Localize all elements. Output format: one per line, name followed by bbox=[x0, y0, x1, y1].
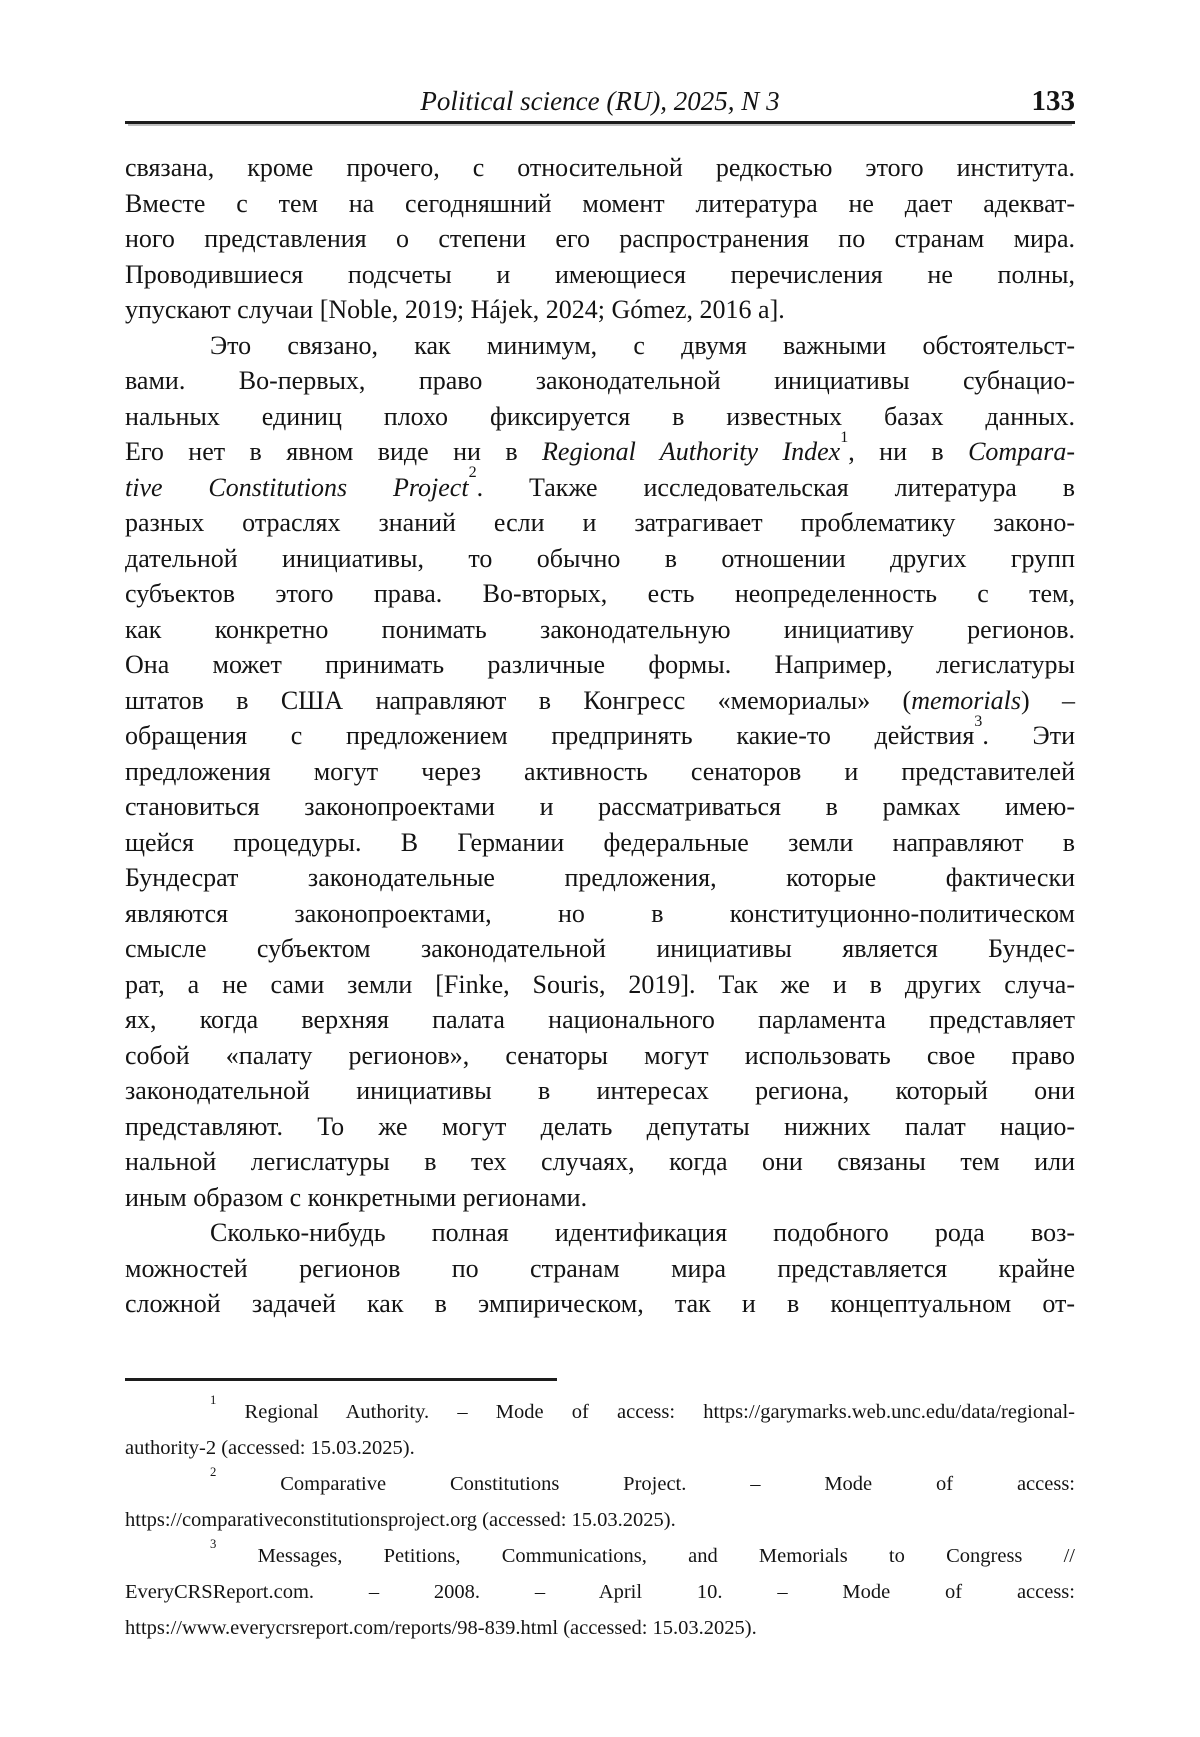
text-segment: сложной задачей как в эмпирическом, так и в концептуальном от- bbox=[125, 1289, 1075, 1318]
text-line bbox=[125, 860, 1075, 896]
text-segment: ного представления о степени его распространения по странам мира. bbox=[125, 224, 1075, 253]
text-line bbox=[125, 647, 1075, 683]
body-paragraph bbox=[125, 150, 1075, 328]
text-line bbox=[125, 428, 1075, 470]
page-number: 133 bbox=[1031, 85, 1075, 117]
footnotes bbox=[125, 1394, 1075, 1646]
footnote-item bbox=[125, 1394, 1075, 1466]
text-line bbox=[125, 1394, 1075, 1430]
text-segment: Бундесрат законодательные предложения, которые фактически bbox=[125, 863, 1075, 892]
page-header bbox=[125, 84, 1075, 124]
text-segment: Его нет в явном виде ни в bbox=[125, 437, 543, 466]
text-segment: Regional Authority. – Mode of access: https://garymarks.web.unc.edu/data/regional- bbox=[216, 1401, 1075, 1423]
text-segment: становиться законопроектами и рассматриваться в рамках имею- bbox=[125, 792, 1075, 821]
text-line bbox=[125, 150, 1075, 186]
journal-title: Political science (RU), 2025, N 3 bbox=[420, 86, 780, 116]
text-line bbox=[125, 896, 1075, 932]
text-line bbox=[125, 505, 1075, 541]
text-segment: обращения с предложением предпринять какие-то действия bbox=[125, 721, 975, 750]
text-line bbox=[125, 1286, 1075, 1322]
text-line bbox=[125, 1073, 1075, 1109]
footnote-ref: 1 bbox=[840, 428, 849, 446]
text-segment: вами. Во-первых, право законодательной инициативы субнацио- bbox=[125, 366, 1075, 395]
text-line bbox=[125, 1144, 1075, 1180]
text-line bbox=[125, 1038, 1075, 1074]
text-segment: Это связано, как минимум, с двумя важными обстоятельст- bbox=[210, 330, 1075, 360]
text-segment: ) – bbox=[1020, 685, 1075, 715]
text-segment: упускают случаи [Noble, 2019; Hájek, 2024; Gómez, 2016 a]. bbox=[125, 295, 785, 324]
footnote-ref: 3 bbox=[974, 712, 983, 730]
text-line bbox=[125, 825, 1075, 861]
text-line bbox=[125, 292, 1075, 328]
text-segment: смысле субъектом законодательной инициативы является Бундес- bbox=[125, 934, 1075, 963]
text-segment: . Эти bbox=[982, 721, 1075, 750]
text-line bbox=[125, 1251, 1075, 1287]
text-line bbox=[125, 683, 1075, 719]
text-segment: штатов в США направляют в Конгресс «мемориалы» ( bbox=[125, 685, 912, 715]
text-segment: как конкретно понимать законодательную инициативу регионов. bbox=[125, 614, 1075, 644]
text-line bbox=[125, 1538, 1075, 1574]
text-line bbox=[125, 1215, 1075, 1251]
text-segment: EveryCRSReport.com. – 2008. – April 10. – Mode of access: bbox=[125, 1581, 1075, 1603]
text-segment: ях, когда верхняя палата национального парламента представляет bbox=[125, 1005, 1075, 1034]
footnote-item bbox=[125, 1466, 1075, 1538]
text-line bbox=[125, 257, 1075, 293]
text-segment: иным образом с конкретными регионами. bbox=[125, 1182, 588, 1212]
text-line bbox=[125, 1180, 1075, 1216]
text-segment: можностей регионов по странам мира представляется крайне bbox=[125, 1253, 1075, 1283]
footnote-ref: 2 bbox=[468, 464, 477, 482]
italic-text: tive Constitutions Project bbox=[125, 472, 469, 502]
text-line bbox=[125, 1610, 1075, 1646]
text-line bbox=[125, 1574, 1075, 1610]
text-segment: собой «палату регионов», сенаторы могут использовать свое право bbox=[125, 1040, 1075, 1070]
text-segment: https://comparativeconstitutionsproject.org (accessed: 15.03.2025). bbox=[125, 1509, 676, 1531]
text-segment: представляют. То же могут делать депутаты нижних палат нацио- bbox=[125, 1111, 1075, 1141]
text-segment: нальной легислатуры в тех случаях, когда они связаны тем или bbox=[125, 1147, 1075, 1176]
body-paragraph bbox=[125, 1215, 1075, 1322]
text-segment: , ни в bbox=[848, 437, 969, 466]
text-line bbox=[125, 541, 1075, 577]
text-line bbox=[125, 1109, 1075, 1145]
text-segment: . Также исследовательская литература в bbox=[476, 472, 1075, 502]
footnote-separator bbox=[125, 1378, 557, 1381]
footnote-item bbox=[125, 1538, 1075, 1646]
text-line bbox=[125, 1466, 1075, 1502]
text-line bbox=[125, 576, 1075, 612]
text-segment: щейся процедуры. В Германии федеральные земли направляют в bbox=[125, 827, 1075, 857]
text-line bbox=[125, 221, 1075, 257]
text-line bbox=[125, 399, 1075, 435]
text-segment: рат, а не сами земли [Finke, Souris, 2019]. Так же и в других случа- bbox=[125, 969, 1075, 999]
text-line bbox=[125, 464, 1075, 506]
text-segment: нальных единиц плохо фиксируется в известных базах данных. bbox=[125, 401, 1075, 431]
text-segment: законодательной инициативы в интересах региона, который они bbox=[125, 1076, 1075, 1105]
text-segment: authority-2 (accessed: 15.03.2025). bbox=[125, 1437, 415, 1459]
text-line bbox=[125, 186, 1075, 222]
text-segment: предложения могут через активность сенаторов и представителей bbox=[125, 756, 1075, 786]
text-line bbox=[125, 1002, 1075, 1038]
text-segment: Сколько-нибудь полная идентификация подобного рода воз- bbox=[210, 1218, 1075, 1247]
footnote-ref: 3 bbox=[210, 1536, 217, 1551]
text-line bbox=[125, 789, 1075, 825]
text-segment: субъектов этого права. Во-вторых, есть неопределенность с тем, bbox=[125, 579, 1075, 608]
text-line bbox=[125, 754, 1075, 790]
italic-text: Compara- bbox=[968, 437, 1075, 466]
text-segment: Проводившиеся подсчеты и имеющиеся перечисления не полны, bbox=[125, 259, 1075, 289]
text-line bbox=[125, 1430, 1075, 1466]
text-line bbox=[125, 712, 1075, 754]
text-segment: Comparative Constitutions Project. – Mode of access: bbox=[216, 1473, 1075, 1495]
text-line bbox=[125, 363, 1075, 399]
footnote-ref: 2 bbox=[210, 1464, 217, 1479]
text-segment: Вместе с тем на сегодняшний момент литература не дает адекват- bbox=[125, 188, 1075, 218]
body-paragraph bbox=[125, 328, 1075, 1216]
text-segment: разных отраслях знаний если и затрагивает проблематику законо- bbox=[125, 508, 1075, 537]
italic-text: memorials bbox=[911, 685, 1021, 715]
text-line bbox=[125, 328, 1075, 364]
italic-text: Regional Authority Index bbox=[542, 437, 841, 466]
footnote-ref: 1 bbox=[210, 1392, 217, 1407]
text-segment: https://www.everycrsreport.com/reports/98-839.html (accessed: 15.03.2025). bbox=[125, 1617, 757, 1639]
text-line bbox=[125, 967, 1075, 1003]
text-line bbox=[125, 612, 1075, 648]
text-segment: являются законопроектами, но в конституционно-политическом bbox=[125, 898, 1075, 928]
text-segment: Messages, Petitions, Communications, and Memorials to Congress // bbox=[216, 1545, 1075, 1567]
text-segment: Она может принимать различные формы. Например, легислатуры bbox=[125, 650, 1075, 679]
body-text bbox=[125, 150, 1075, 1322]
text-line bbox=[125, 1502, 1075, 1538]
text-segment: дательной инициативы, то обычно в отношении других групп bbox=[125, 543, 1075, 573]
text-segment: связана, кроме прочего, с относительной редкостью этого института. bbox=[125, 153, 1075, 182]
text-line bbox=[125, 931, 1075, 967]
